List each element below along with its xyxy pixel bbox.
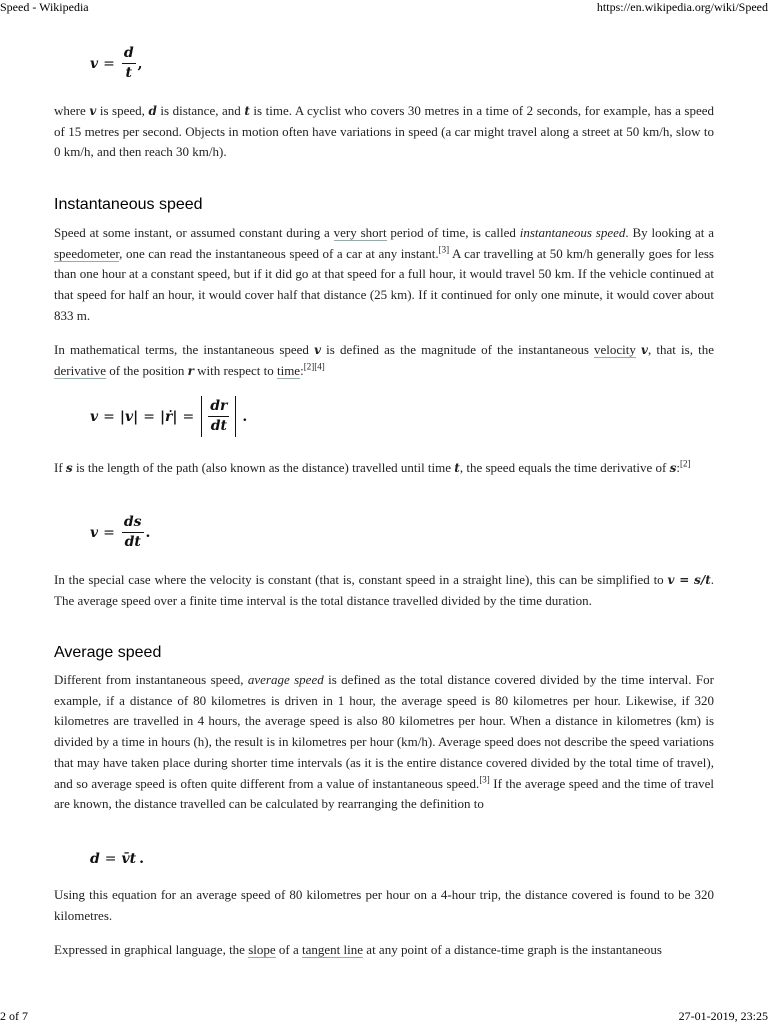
fraction-denominator: dt <box>124 534 141 550</box>
link-tangent-line[interactable]: tangent line <box>302 942 364 957</box>
link-very-short[interactable]: very short <box>333 225 387 240</box>
formula-var: d <box>90 851 100 867</box>
formula-punct: . <box>242 408 248 425</box>
link-derivative[interactable]: derivative <box>54 362 106 378</box>
text: Speed at some instant, or assumed constant during a <box>54 225 334 240</box>
page-url: https://en.wikipedia.org/wiki/Speed <box>596 0 768 14</box>
formula-operator: = <box>103 408 115 425</box>
reference-link[interactable]: [2] <box>303 361 315 372</box>
text: : <box>300 362 304 378</box>
formula-abs-rdot: |ṙ| <box>159 408 178 425</box>
text: , the speed equals the time derivative of <box>459 460 670 475</box>
reference-link[interactable]: [2] <box>679 458 691 469</box>
formula-operator: = <box>104 851 117 867</box>
paragraph-graphical <box>54 940 714 961</box>
text: where <box>54 103 90 118</box>
math-expression: v = s/t <box>667 573 711 587</box>
math-var: d <box>148 104 157 118</box>
fraction-denominator: t <box>125 65 132 81</box>
paragraph-example-trip: Using this equation for an average speed of 80 kilometres per hour on a 4-hour trip, the distance covered is found to be 320 kilometres. <box>54 887 714 923</box>
formula-fraction <box>122 514 144 551</box>
formula-speed-definition <box>90 45 143 82</box>
text: If <box>54 460 66 475</box>
math-var: v <box>314 343 322 357</box>
paragraph-constant-velocity <box>54 570 714 611</box>
text: is distance, and <box>156 103 245 118</box>
fraction-numerator: ds <box>122 514 144 533</box>
link-speedometer[interactable]: speedometer <box>54 245 120 261</box>
page-number: 2 of 7 <box>0 1009 28 1023</box>
text: is time. A cyclist who covers 30 metres in a time of 2 seconds, for example, has a speed of 15 metres per second. Objects in motion often have variations in speed (a car might travel along a street at 50 km/h, slow to 0 km/h, and then reach 30 km/h). <box>54 103 714 160</box>
formula-var: v <box>90 408 99 425</box>
math-var: s <box>65 461 73 475</box>
math-var: r <box>187 363 194 378</box>
math-var: t <box>244 104 250 118</box>
fraction-numerator: d <box>122 45 136 64</box>
text: , one can read the instantaneous speed of a car at any instant. <box>119 245 439 261</box>
link-velocity[interactable]: velocity <box>594 342 636 357</box>
formula-fraction <box>208 398 229 435</box>
text: of a <box>275 942 303 957</box>
section-heading-instantaneous-speed: Instantaneous speed <box>54 196 203 213</box>
paragraph-speed-intro <box>54 101 714 163</box>
text: period of time, is called <box>386 225 520 240</box>
formula-speed-derivative <box>90 514 150 551</box>
paragraph-instantaneous-definition <box>54 340 714 381</box>
formula-punct: , <box>137 55 143 72</box>
text: . By looking at a <box>625 225 715 240</box>
formula-operator: = <box>103 55 115 72</box>
fraction-numerator: dr <box>208 398 229 417</box>
text: at any point of a distance-time graph is the instantaneous <box>363 942 662 957</box>
text: of the position <box>105 362 188 378</box>
emphasis: average speed <box>247 672 324 687</box>
formula-abs-velocity: |v| <box>119 408 139 425</box>
text: , that is, the <box>648 342 714 357</box>
text: If the average speed and the time of travel are known, the distance travelled can be calculated by rearranging the definition to <box>54 775 714 812</box>
reference-link[interactable]: [4] <box>314 361 325 372</box>
text: Different from instantaneous speed, <box>54 672 248 687</box>
print-datetime: 27-01-2019, 23:25 <box>678 1009 768 1023</box>
text: Expressed in graphical language, the <box>54 942 249 957</box>
paragraph-instantaneous-speed <box>54 223 714 327</box>
math-var: v <box>641 343 649 357</box>
formula-instantaneous-speed <box>90 396 247 437</box>
formula-var: v <box>90 524 99 541</box>
link-time[interactable]: time <box>276 362 301 378</box>
math-var: v <box>89 104 97 118</box>
emphasis: instantaneous speed <box>519 225 626 240</box>
paragraph-average-speed <box>54 670 714 815</box>
section-heading-average-speed: Average speed <box>54 644 162 661</box>
text: is the length of the path (also known as the distance) travelled until time <box>72 460 455 475</box>
text: A car travelling at 50 km/h generally goes for less than one hour at a constant speed, but if it did go at that speed for a full hour, it would travel 50 km. If the vehicle continued at that speed for half an hour, it would cover half that distance (25 km). If it continued for only one minute, it would cover about 833 m. <box>54 245 714 323</box>
formula-operator: = <box>143 408 155 425</box>
text: is defined as the magnitude of the instantaneous <box>321 342 595 357</box>
text: is defined as the total distance covered divided by the time interval. For example, if a distance of 80 kilometres is driven in 1 hour, the average speed is 80 kilometres per hour. Likewise, if 320 kilometres are travelled in 4 hours, the average speed is also 80 kilometres per hour. When a distance in kilometres (km) is divided by a time in hours (h), the result is in kilometres per hour (km/h). Average speed does not describe the speed variations that may have taken place during shorter time intervals (as it is the entire distance covered divided by the total time of travel), and so average speed is often quite different from a value of instantaneous speed. <box>54 672 714 791</box>
math-var: s <box>669 461 677 475</box>
paragraph-path-length <box>54 458 714 479</box>
text: : <box>676 460 680 475</box>
fraction-denominator: dt <box>210 418 227 434</box>
text: is speed, <box>96 103 149 118</box>
text: In the special case where the velocity is constant (that is, constant speed in a straight line), this can be simplified to <box>54 572 668 587</box>
formula-operator: = <box>103 524 115 541</box>
formula-rhs: v̄t <box>121 851 137 867</box>
text: . The average speed over a finite time interval is the total distance travelled divided by the time duration. <box>54 572 714 608</box>
formula-punct: . <box>145 524 151 541</box>
formula-fraction <box>122 45 136 82</box>
math-var: t <box>454 461 460 475</box>
formula-distance <box>90 851 144 867</box>
text: In mathematical terms, the instantaneous speed <box>54 342 315 357</box>
formula-abs-derivative <box>201 396 236 437</box>
formula-operator: = <box>182 408 195 425</box>
page-title: Speed - Wikipedia <box>0 0 89 14</box>
formula-punct: . <box>139 851 145 867</box>
reference-link[interactable]: [3] <box>438 244 450 255</box>
text: with respect to <box>193 362 277 378</box>
reference-link[interactable]: [3] <box>479 774 490 785</box>
formula-var: v <box>90 55 99 72</box>
link-slope[interactable]: slope <box>248 942 276 957</box>
